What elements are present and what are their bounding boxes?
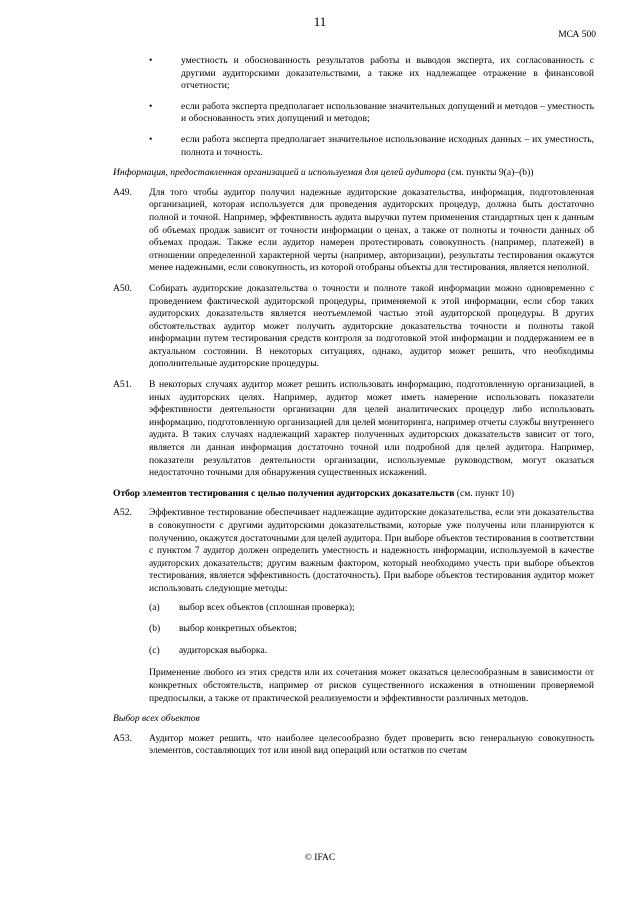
document-body bbox=[113, 55, 594, 766]
section-heading-selection bbox=[113, 488, 594, 501]
paragraph-label: A50. bbox=[113, 282, 132, 294]
bullet-item bbox=[113, 101, 594, 126]
paragraph-label: A53. bbox=[113, 732, 132, 744]
bullet-icon: • bbox=[149, 100, 153, 112]
paragraph-text: Собирать аудиторские доказательства о точности и полноте такой информации можно одновременно с проведением фактической аудиторской процедуры, применяемой к этой информации, если сбор таких аудиторских доказательств является неотъемлемой частью этой аудиторской процедуры. В других обстоятельствах аудитор может получить аудиторские доказательства точности и полноты такой информации путем тестирования средств контроля за подготовкой этой информации и поддержанием ее в актуальном состоянии. В некоторых ситуациях, однако, аудитор может решить, что необходимы дополнительные аудиторские процедуры. bbox=[149, 282, 594, 370]
list-item-text: выбор всех объектов (сплошная проверка); bbox=[179, 601, 355, 613]
paragraph-label: A49. bbox=[113, 186, 132, 198]
list-item-label: (b) bbox=[149, 623, 161, 635]
section-heading-all-items: Выбор всех объектов bbox=[113, 713, 200, 725]
bullet-item bbox=[113, 55, 594, 93]
paragraph-a51 bbox=[113, 379, 594, 480]
bullet-icon: • bbox=[149, 133, 153, 145]
list-item-text: аудиторская выборка. bbox=[179, 644, 268, 656]
list-item bbox=[149, 645, 594, 658]
bullet-text: если работа эксперта предполагает значительное использование исходных данных – их уместность, полнота и точность. bbox=[181, 133, 594, 158]
paragraph-a50 bbox=[113, 283, 594, 371]
paragraph-text: В некоторых случаях аудитор может решить использовать информацию, подготовленную организацией, в иных аудиторских целях. Например, аудитор может иметь намерение использовать показатели эффективности деятельности организации для целей аналитических процедур либо использовать информацию, подготовленную организацией для целей мониторинга, например отчеты службы внутреннего аудита. В таких случаях надлежащий характер полученных аудиторских доказательств зависит от того, является ли данная информация достаточно точной или подробной для целей аудитора. Например, показатели результатов деятельности организации, используемые руководством, могут оказаться недостаточно точными для обнаружения существенных искажений. bbox=[149, 379, 594, 479]
paragraph-label: A51. bbox=[113, 379, 132, 391]
paragraph-text: Эффективное тестирование обеспечивает надлежащие аудиторские доказательства, если эти доказательства в совокупности с другими аудиторскими доказательствами, которые уже получены или планируются к получению, окажутся достаточными для целей аудитора. При выборе объектов тестирования в соответствии с пунктом 7 аудитор должен определить уместность и надежность информации, используемой в качестве аудиторских доказательств; другим важным фактором, который необходимо учесть при выборе объектов тестирования, является эффективность (достаточность). При выборе объектов тестирования аудитор может использовать следующие методы: bbox=[149, 507, 594, 594]
heading-text: Отбор элементов тестирования с целью получения аудиторских доказательств bbox=[113, 487, 455, 499]
footer-copyright: © IFAC bbox=[304, 853, 336, 863]
list-item bbox=[149, 623, 594, 636]
bullet-text: если работа эксперта предполагает использование значительных допущений и методов – уместность и обоснованность этих допущений и методов; bbox=[181, 100, 594, 125]
list-item bbox=[149, 602, 594, 615]
paragraph-a49 bbox=[113, 187, 594, 275]
page-number: 11 bbox=[313, 14, 327, 29]
heading-reference: (см. пункт 10) bbox=[454, 487, 515, 499]
bullet-icon: • bbox=[149, 55, 153, 66]
paragraph-text: Аудитор может решить, что наиболее целесообразно будет проверить всю генеральную совокупность элементов, составляющих тот или иной вид операций или остатков по счетам bbox=[149, 732, 594, 757]
bullet-item bbox=[113, 134, 594, 159]
bullet-text: уместность и обоснованность результатов работы и выводов эксперта, их согласованность с другими аудиторскими доказательствами, а также их надлежащее отражение в финансовой отчетности; bbox=[181, 55, 594, 92]
heading-reference: (см. пункты 9(а)–(b)) bbox=[445, 167, 534, 179]
list-item-label: (a) bbox=[149, 601, 160, 613]
section-heading-info bbox=[113, 167, 594, 180]
paragraph-text: Для того чтобы аудитор получил надежные аудиторские доказательства, информация, подготовленная организацией, которая используется для проведения аудиторских процедур, должна быть достаточно полной и точной. Например, эффективность аудита выручки путем применения стандартных цен к данным об объемах продаж зависит от точности информации о ценах, а также от полноты и точности данных об объемах продаж. Также если аудитор намерен протестировать совокупность (например, платежей) в отношении определенной характерной черты (например, авторизации), результаты тестирования окажутся менее надежными, если совокупность, из которой отобраны объекты для тестирования, является неполной. bbox=[149, 186, 594, 274]
paragraph-a53 bbox=[113, 733, 594, 758]
paragraph-a52 bbox=[113, 507, 594, 705]
list-item-label: (c) bbox=[149, 644, 160, 656]
list-item-text: выбор конкретных объектов; bbox=[179, 623, 297, 635]
paragraph-label: A52. bbox=[113, 507, 132, 519]
paragraph-continuation: Применение любого из этих средств или их сочетания может оказаться целесообразным в зависимости от конкретных обстоятельств, например от рисков существенного искажения в отношении проверяемой предпосылки, а также от практической реализуемости и эффективности различных методов. bbox=[149, 667, 594, 704]
standard-reference: МСА 500 bbox=[558, 30, 596, 40]
heading-text: Информация, предоставленная организацией и используемая для целей аудитора bbox=[113, 167, 446, 179]
